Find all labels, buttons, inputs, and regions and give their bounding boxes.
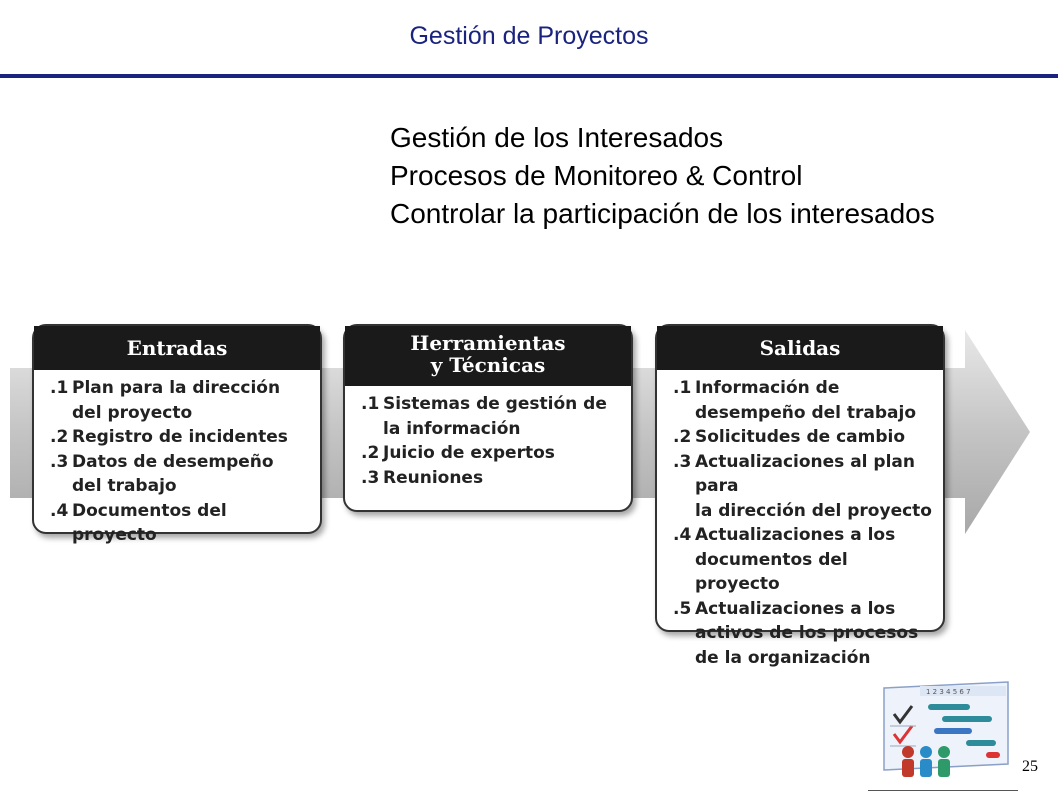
tools-title: Herramientas y Técnicas [345,326,631,386]
outputs-box [655,324,945,668]
project-management-chart-icon [876,680,1016,788]
list-item: .5 Actualizaciones a los activos de los procesos de la organización [673,598,919,668]
list-item: .2 Registro de incidentes [50,427,288,447]
footer-divider [868,790,1018,791]
svg-text:1 2 3 4 5 6 7: 1 2 3 4 5 6 7 [926,688,971,696]
inputs-list [34,370,320,552]
meta-value: Procesos de Monitoreo & Control [390,160,803,191]
list-item: .1 Sistemas de gestión de la información [361,394,607,439]
header-divider [0,74,1058,78]
inputs-title: Entradas [34,326,320,370]
list-item: .3 Actualizaciones al plan para la dirección del proyecto [673,451,932,521]
list-item: .3 Datos de desempeño del trabajo [50,451,274,496]
list-item: .2 Juicio de expertos [361,443,555,463]
page-title: Gestión de Proyectos [409,22,649,50]
list-item: .3 Reuniones [361,467,484,488]
tools-box [343,324,633,512]
tools-list [345,386,631,494]
list-item: .2 Solicitudes de cambio [673,427,906,447]
list-item: .4 Actualizaciones a los documentos del proyecto [673,525,896,594]
meta-value: Controlar la participación de los interesados [390,198,935,229]
meta-value: Gestión de los Interesados [390,122,724,153]
outputs-title: Salidas [657,326,943,370]
list-item: .1 Información de desempeño del trabajo [673,378,917,423]
page-number: 25 [1022,758,1038,775]
list-item: .1 Plan para la dirección del proyecto [50,378,281,423]
inputs-box [32,324,322,545]
outputs-list [657,370,943,674]
list-item: .4 Documentos del proyecto [50,500,227,545]
